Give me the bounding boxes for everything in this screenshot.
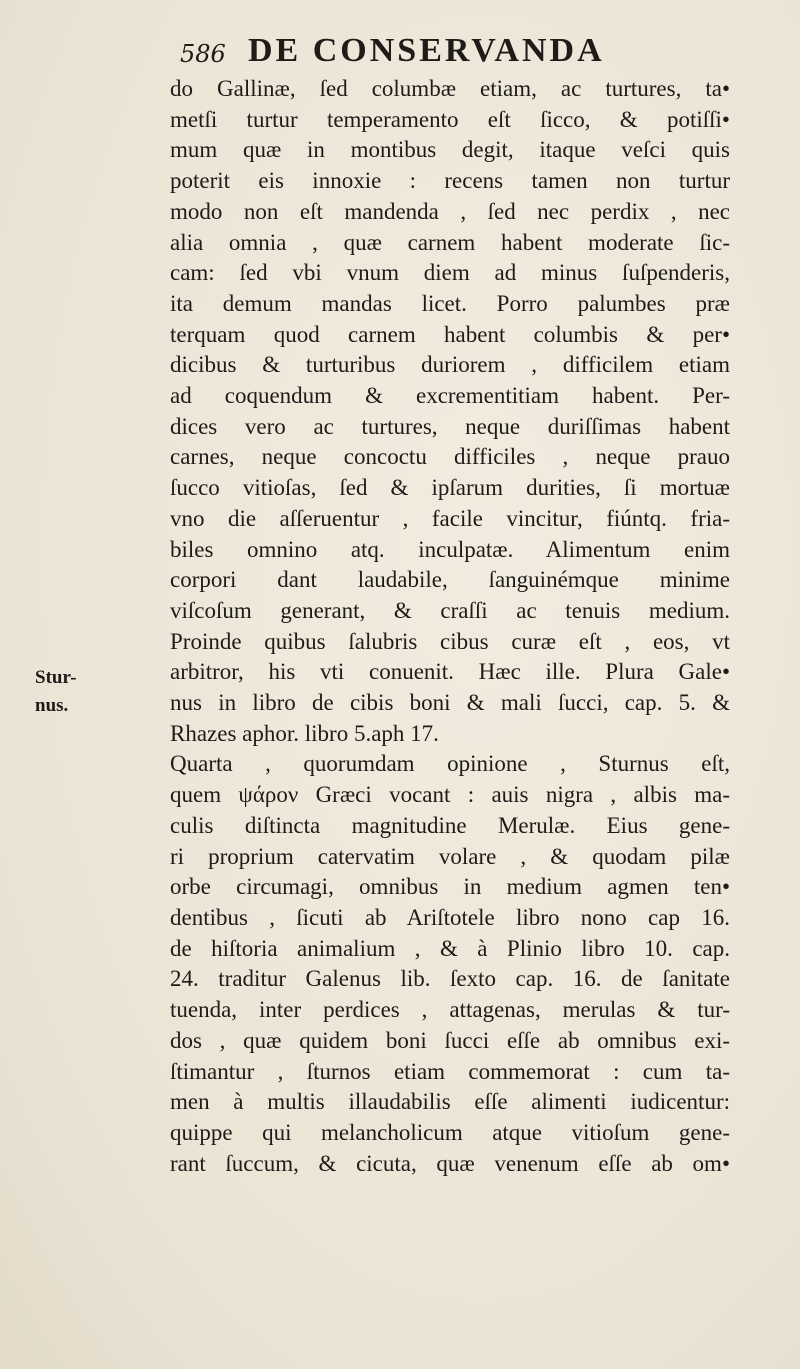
text-line: viſcoſum generant, & craſſi ac tenuis medium. (170, 597, 730, 623)
text-line: carnes, neque concoctu difficiles , neque prauo (170, 444, 730, 470)
text-line: cam: ſed vbi vnum diem ad minus ſuſpenderis, (170, 260, 730, 286)
text-line: quippe qui melancholicum atque vitioſum gene- (170, 1119, 730, 1145)
text-line: mum quæ in montibus degit, itaque veſci quis (170, 137, 730, 163)
text-line: ſtimantur , ſturnos etiam commemorat : cum ta- (170, 1058, 730, 1084)
text-line: corpori dant laudabile, ſanguinémque minime (170, 567, 730, 593)
body-text (170, 74, 730, 1179)
margin-note-line: Stur- (35, 667, 77, 688)
text-line: dices vero ac turtures, neque duriſſimas habent (170, 413, 730, 439)
text-line: rant ſuccum, & cicuta, quæ venenum eſſe ab om• (170, 1150, 730, 1176)
text-line: dicibus & turturibus duriorem , difficilem etiam (170, 352, 730, 378)
text-line: tuenda, inter perdices , attagenas, merulas & tur- (170, 997, 730, 1023)
text-line: terquam quod carnem habent columbis & per• (170, 321, 730, 347)
text-line: nus in libro de cibis boni & mali ſucci, cap. 5. & (170, 690, 730, 716)
text-line: de hiſtoria animalium , & à Plinio libro 10. cap. (170, 935, 730, 961)
text-line: culis diſtincta magnitudine Merulæ. Eius gene- (170, 812, 730, 838)
text-line: ſucco vitioſas, ſed & ipſarum durities, ſi mortuæ (170, 475, 730, 501)
text-line: men à multis illaudabilis eſſe alimenti iudicentur: (170, 1089, 730, 1115)
text-line: Quarta , quorumdam opinione , Sturnus eſt, (170, 751, 730, 777)
text-line: biles omnino atq. inculpatæ. Alimentum enim (170, 536, 730, 562)
text-line: dentibus , ſicuti ab Ariſtotele libro nono cap 16. (170, 904, 730, 930)
text-line: 24. traditur Galenus lib. ſexto cap. 16. de ſanitate (170, 966, 730, 992)
text-line: ita demum mandas licet. Porro palumbes præ (170, 290, 730, 316)
text-line: metſi turtur temperamento eſt ſicco, & potiſſi• (170, 106, 730, 132)
running-title: DE CONSERVANDA (248, 32, 605, 69)
text-line: modo non eſt mandenda , ſed nec perdix , nec (170, 198, 730, 224)
text-line: poterit eis innoxie : recens tamen non turtur (170, 168, 730, 194)
page-header (180, 30, 700, 72)
text-line: Proinde quibus ſalubris cibus curæ eſt , eos, vt (170, 628, 730, 654)
text-line: ri proprium catervatim volare , & quodam pilæ (170, 843, 730, 869)
text-line: ad coquendum & excrementitiam habent. Per- (170, 383, 730, 409)
page-number: 586 (180, 40, 226, 68)
text-line: vno die aſſeruentur , facile vincitur, fiúntq. fria- (170, 505, 730, 531)
text-line: dos , quæ quidem boni ſucci eſſe ab omnibus exi- (170, 1027, 730, 1053)
text-line: do Gallinæ, ſed columbæ etiam, ac turtures, ta• (170, 76, 730, 101)
margin-note-line: nus. (35, 695, 69, 716)
text-line: quem ψάρον Græci vocant : auis nigra , albis ma- (170, 782, 730, 808)
text-line: Rhazes aphor. libro 5.aph 17. (170, 720, 439, 746)
text-line: alia omnia , quæ carnem habent moderate ſic- (170, 229, 730, 255)
text-line: arbitror, his vti conuenit. Hæc ille. Plura Gale• (170, 659, 730, 685)
text-line: orbe circumagi, omnibus in medium agmen ten• (170, 874, 730, 900)
margin-note (35, 664, 77, 720)
